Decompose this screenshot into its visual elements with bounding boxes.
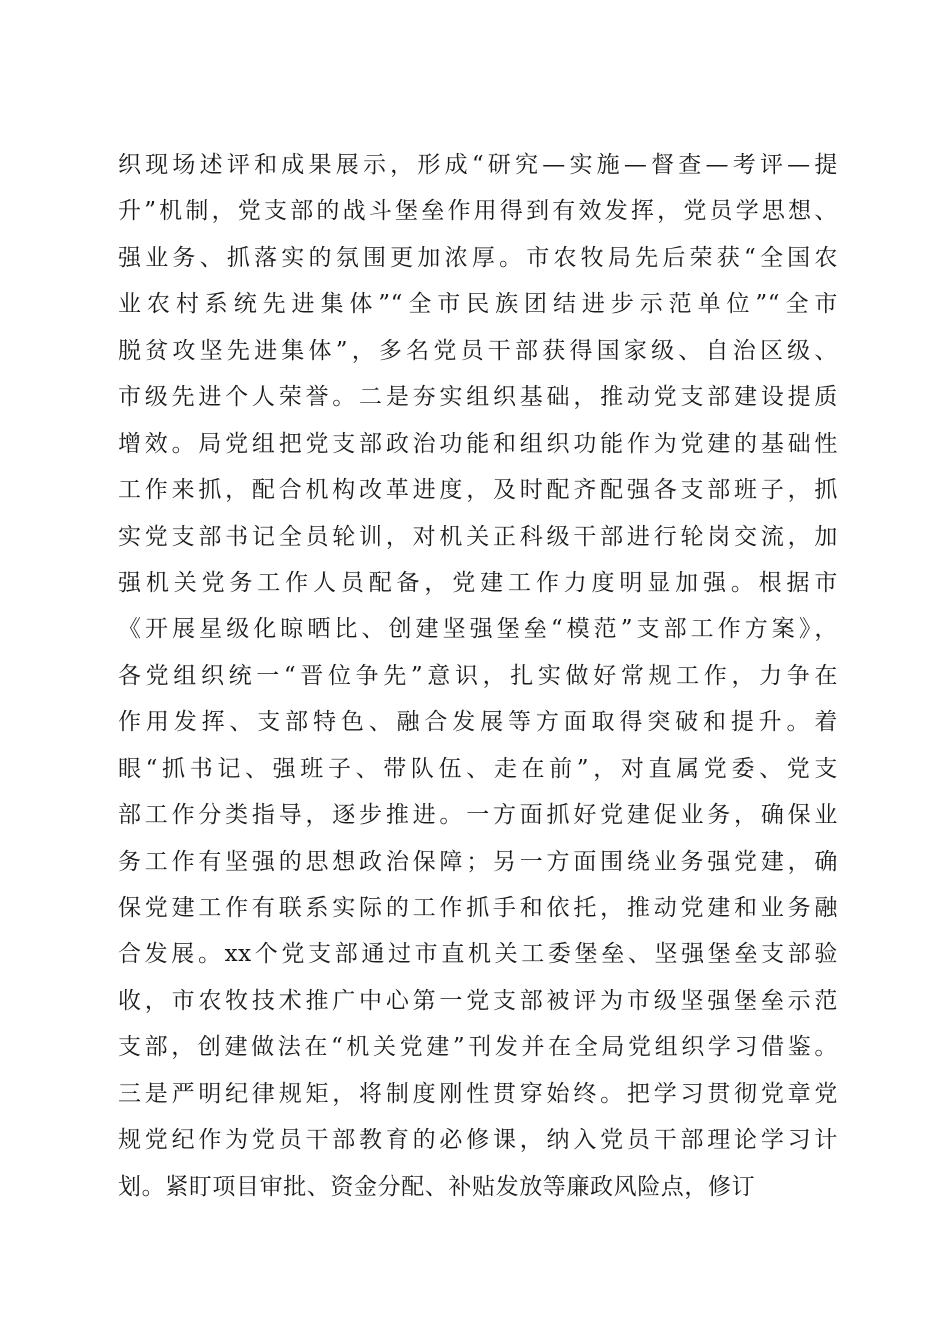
- text-line: 务工作有坚强的思想政治保障；另一方面围绕业务强党建，确: [118, 848, 838, 875]
- text-line: 收，市农牧技术推广中心第一党支部被评为市级坚强堡垒示范: [118, 987, 838, 1014]
- body-paragraph: [118, 142, 838, 1210]
- text-line: 强机关党务工作人员配备，党建工作力度明显加强。根据市: [118, 569, 838, 596]
- text-line: 业农村系统先进集体”“全市民族团结进步示范单位”“全市: [118, 291, 838, 318]
- text-line: 脱贫攻坚先进集体”，多名党员干部获得国家级、自治区级、: [118, 337, 838, 364]
- text-line: 《开展星级化晾晒比、创建坚强堡垒“模范”支部工作方案》，: [118, 616, 838, 643]
- text-line: 眼“抓书记、强班子、带队伍、走在前”，对直属党委、党支: [118, 755, 838, 782]
- text-line: 市级先进个人荣誉。二是夯实组织基础，推动党支部建设提质: [118, 384, 838, 411]
- text-line: 划。紧盯项目审批、资金分配、补贴发放等廉政风险点，修订: [118, 1173, 756, 1200]
- text-line: 各党组织统一“晋位争先”意识，扎实做好常规工作，力争在: [118, 662, 838, 689]
- text-line: 实党支部书记全员轮训，对机关正科级干部进行轮岗交流，加: [118, 523, 838, 550]
- text-line: 部工作分类指导，逐步推进。一方面抓好党建促业务，确保业: [118, 802, 838, 829]
- text-line: 保党建工作有联系实际的工作抓手和依托，推动党建和业务融: [118, 895, 838, 921]
- text-line: 规党纪作为党员干部教育的必修课，纳入党员干部理论学习计: [118, 1127, 838, 1154]
- text-line: 升”机制，党支部的战斗堡垒作用得到有效发挥，党员学思想、: [118, 198, 838, 225]
- text-line: 织现场述评和成果展示，形成“研究—实施—督查—考评—提: [118, 152, 838, 178]
- text-line: 强业务、抓落实的氛围更加浓厚。市农牧局先后荣获“全国农: [118, 244, 838, 271]
- text-line: 合发展。xx个党支部通过市直机关工委堡垒、坚强堡垒支部验: [118, 941, 838, 968]
- text-line: 工作来抓，配合机构改革进度，及时配齐配强各支部班子，抓: [118, 477, 838, 504]
- text-line: 增效。局党组把党支部政治功能和组织功能作为党建的基础性: [118, 430, 838, 457]
- text-line: 三是严明纪律规矩，将制度刚性贯穿始终。把学习贯彻党章党: [118, 1080, 838, 1107]
- text-line: 作用发挥、支部特色、融合发展等方面取得突破和提升。着: [118, 709, 838, 736]
- text-line: 支部，创建做法在“机关党建”刊发并在全局党组织学习借鉴。: [118, 1034, 838, 1061]
